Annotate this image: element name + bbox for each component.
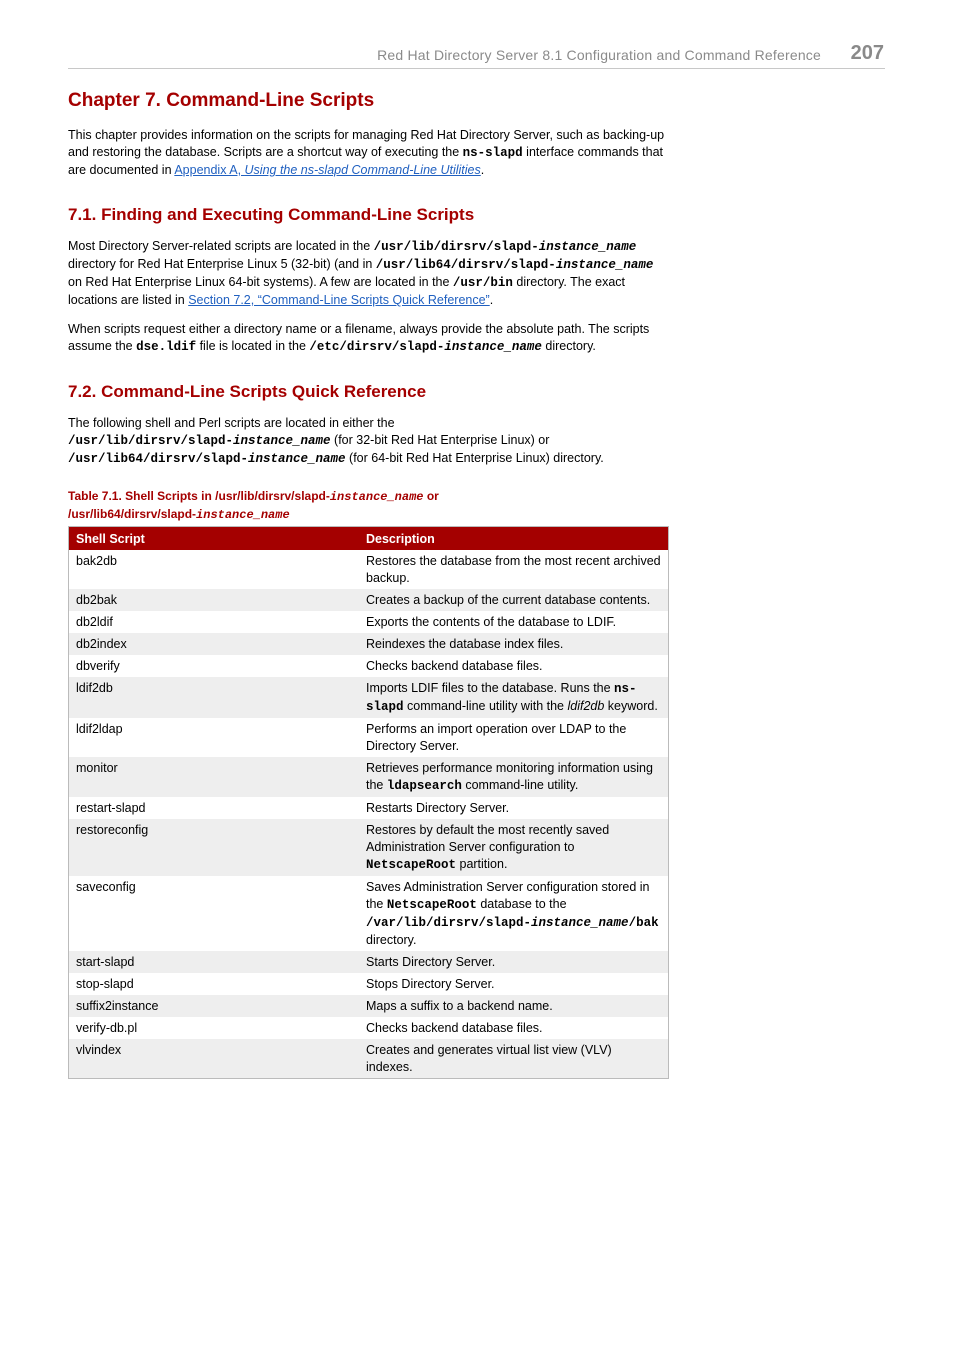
script-name: bak2db: [76, 554, 118, 568]
table-row: [69, 677, 669, 718]
code-var: instance_name: [444, 340, 542, 354]
script-name: verify-db.pl: [76, 1021, 138, 1035]
section-7-2-para-1: [68, 415, 670, 468]
code-path-lib: [68, 434, 331, 448]
intro-text: .: [480, 163, 485, 177]
para-text: directory.: [541, 339, 596, 353]
shell-scripts-table: [68, 526, 669, 1079]
script-name: restoreconfig: [69, 819, 360, 876]
desc-code: [366, 916, 659, 930]
code-path-lib64: [376, 258, 654, 272]
caption-var: instance_name: [196, 508, 290, 522]
desc-text: command-line utility with the: [403, 699, 568, 713]
code-text: /usr/lib64/dirsrv/slapd-: [68, 452, 249, 466]
running-header: [68, 42, 885, 69]
table-row: [69, 951, 669, 973]
table-row: [69, 589, 669, 611]
script-name: monitor: [69, 757, 360, 797]
code-text: /usr/lib/dirsrv/slapd-: [373, 240, 539, 254]
table-row: [69, 876, 669, 951]
desc-text: Imports LDIF files to the database. Runs the: [366, 681, 615, 695]
link-title: Using the ns-slapd Command-Line Utilities: [244, 163, 481, 177]
table-row: [69, 995, 669, 1017]
running-title: Red Hat Directory Server 8.1 Configuration and Command Reference: [377, 47, 821, 63]
script-name: db2index: [69, 633, 360, 655]
table-row: [69, 1017, 669, 1039]
script-name: start-slapd: [69, 951, 360, 973]
script-description: Exports the contents of the database to LDIF.: [366, 615, 617, 629]
desc-text: Saves Administration Server configuration stored in the: [366, 880, 650, 911]
desc-code: NetscapeRoot: [366, 858, 457, 872]
script-description: Creates a backup of the current database contents.: [359, 589, 669, 611]
code-text: /bak: [628, 916, 659, 930]
table-row: [69, 757, 669, 797]
section-7-2-title: 7.2. Command-Line Scripts Quick Reference: [68, 382, 427, 401]
table-row: [69, 718, 669, 757]
script-name: ldif2ldap: [76, 722, 123, 736]
script-description: [359, 876, 669, 951]
desc-text: database to the: [476, 897, 567, 911]
para-text: (for 64-bit Red Hat Enterprise Linux) directory.: [345, 451, 604, 465]
desc-text: directory.: [366, 933, 417, 947]
code-var: instance_name: [538, 240, 637, 254]
code-var: instance_name: [248, 452, 346, 466]
script-description: Checks backend database files.: [366, 1021, 543, 1035]
caption-var: instance_name: [329, 490, 424, 504]
table-row: [69, 1039, 669, 1079]
para-text: file is located in the: [196, 339, 310, 353]
code-var: instance_name: [555, 258, 654, 272]
desc-code: ldapsearch: [386, 779, 462, 793]
section-7-1-title: 7.1. Finding and Executing Command-Line Scripts: [68, 205, 475, 224]
code-dse-ldif: dse.ldif: [136, 340, 197, 354]
header-description: Description: [359, 527, 669, 551]
code-text: /etc/dirsrv/slapd-: [309, 340, 445, 354]
script-name: stop-slapd: [76, 977, 134, 991]
para-text: .: [489, 293, 494, 307]
code-usr-bin: /usr/bin: [452, 276, 513, 290]
caption-text: or: [423, 489, 439, 503]
code-var: instance_name: [233, 434, 331, 448]
code-text: /var/lib/dirsrv/slapd-: [366, 916, 532, 930]
desc-code: NetscapeRoot: [386, 898, 477, 912]
script-description: Restores the database from the most recent archived backup.: [366, 554, 661, 585]
code-text: /usr/lib/dirsrv/slapd-: [68, 434, 234, 448]
intro-text: interface commands that are documented in: [68, 145, 664, 177]
script-name: saveconfig: [76, 880, 136, 894]
caption-text: /usr/lib64/dirsrv/slapd-: [68, 507, 197, 521]
table-row: [69, 611, 669, 633]
script-description: [359, 677, 669, 718]
script-name: db2ldif: [76, 615, 113, 629]
script-description: Maps a suffix to a backend name.: [359, 995, 669, 1017]
para-text: on Red Hat Enterprise Linux 64-bit systems). A few are located in the: [68, 275, 453, 289]
desc-code: ns-slapd: [366, 682, 637, 714]
para-text: Most Directory Server-related scripts are located in the: [68, 239, 374, 253]
desc-text: Retrieves performance monitoring information using the: [366, 761, 653, 792]
script-description: Starts Directory Server.: [359, 951, 669, 973]
para-text: directory. The exact locations are listed in: [68, 275, 626, 307]
para-text: directory for Red Hat Enterprise Linux 5 (32-bit) (and in: [68, 257, 376, 271]
script-description: Performs an import operation over LDAP to the Directory Server.: [366, 722, 627, 753]
script-description: [359, 757, 669, 797]
table-row: [69, 797, 669, 819]
desc-text: command-line utility.: [461, 778, 579, 792]
table-header-row: [69, 527, 669, 551]
table-row: [69, 973, 669, 995]
desc-emphasis: ldif2db: [567, 699, 605, 713]
desc-text: Restores by default the most recently saved Administration Server configuration to: [366, 823, 610, 854]
desc-text: keyword.: [604, 699, 658, 713]
section-7-2-link[interactable]: Section 7.2, “Command-Line Scripts Quick Reference”: [188, 293, 490, 307]
script-description: Stops Directory Server.: [366, 977, 495, 991]
script-name: suffix2instance: [69, 995, 360, 1017]
header-shell-script: Shell Script: [69, 527, 360, 551]
script-name: restart-slapd: [76, 801, 146, 815]
code-path-lib: [374, 240, 637, 254]
table-row: [69, 550, 669, 589]
script-name: db2bak: [69, 589, 360, 611]
link-prefix: Appendix A,: [174, 163, 245, 177]
script-name: dbverify: [76, 659, 120, 673]
code-path-etc: [309, 340, 542, 354]
appendix-a-link[interactable]: [174, 163, 480, 177]
section-7-1-para-2: [68, 321, 670, 356]
table-caption: [68, 488, 670, 524]
script-description: Checks backend database files.: [366, 659, 543, 673]
page-content: [68, 90, 670, 1079]
code-path-lib64: [68, 452, 346, 466]
intro-text: This chapter provides information on the scripts for managing Red Hat Directory Server, such as backing-up and restoring the database. Scripts are a shortcut way of executing the: [68, 128, 665, 159]
script-description: [359, 819, 669, 876]
script-description: Reindexes the database index files.: [359, 633, 669, 655]
table-row: [69, 633, 669, 655]
chapter-title: Chapter 7. Command-Line Scripts: [68, 90, 375, 111]
script-name: ldif2db: [69, 677, 360, 718]
para-text: The following shell and Perl scripts are located in either the: [68, 416, 395, 430]
table-row: [69, 655, 669, 677]
para-text: (for 32-bit Red Hat Enterprise Linux) or: [330, 433, 550, 447]
section-7-1-para-1: [68, 238, 670, 309]
code-text: /usr/lib64/dirsrv/slapd-: [375, 258, 556, 272]
code-var: instance_name: [531, 916, 629, 930]
caption-text: Table 7.1. Shell Scripts in /usr/lib/dirsrv/slapd-: [68, 489, 330, 503]
script-name: vlvindex: [69, 1039, 360, 1079]
para-text: When scripts request either a directory name or a filename, always provide the absolute path. The scripts assume the: [68, 322, 650, 353]
code-ns-slapd: ns-slapd: [462, 146, 523, 160]
table-row: [69, 819, 669, 876]
script-description: Restarts Directory Server.: [366, 801, 510, 815]
page-number: 207: [850, 42, 884, 64]
script-description: Creates and generates virtual list view (VLV) indexes.: [359, 1039, 669, 1079]
chapter-intro: [68, 127, 670, 179]
desc-text: partition.: [456, 857, 508, 871]
